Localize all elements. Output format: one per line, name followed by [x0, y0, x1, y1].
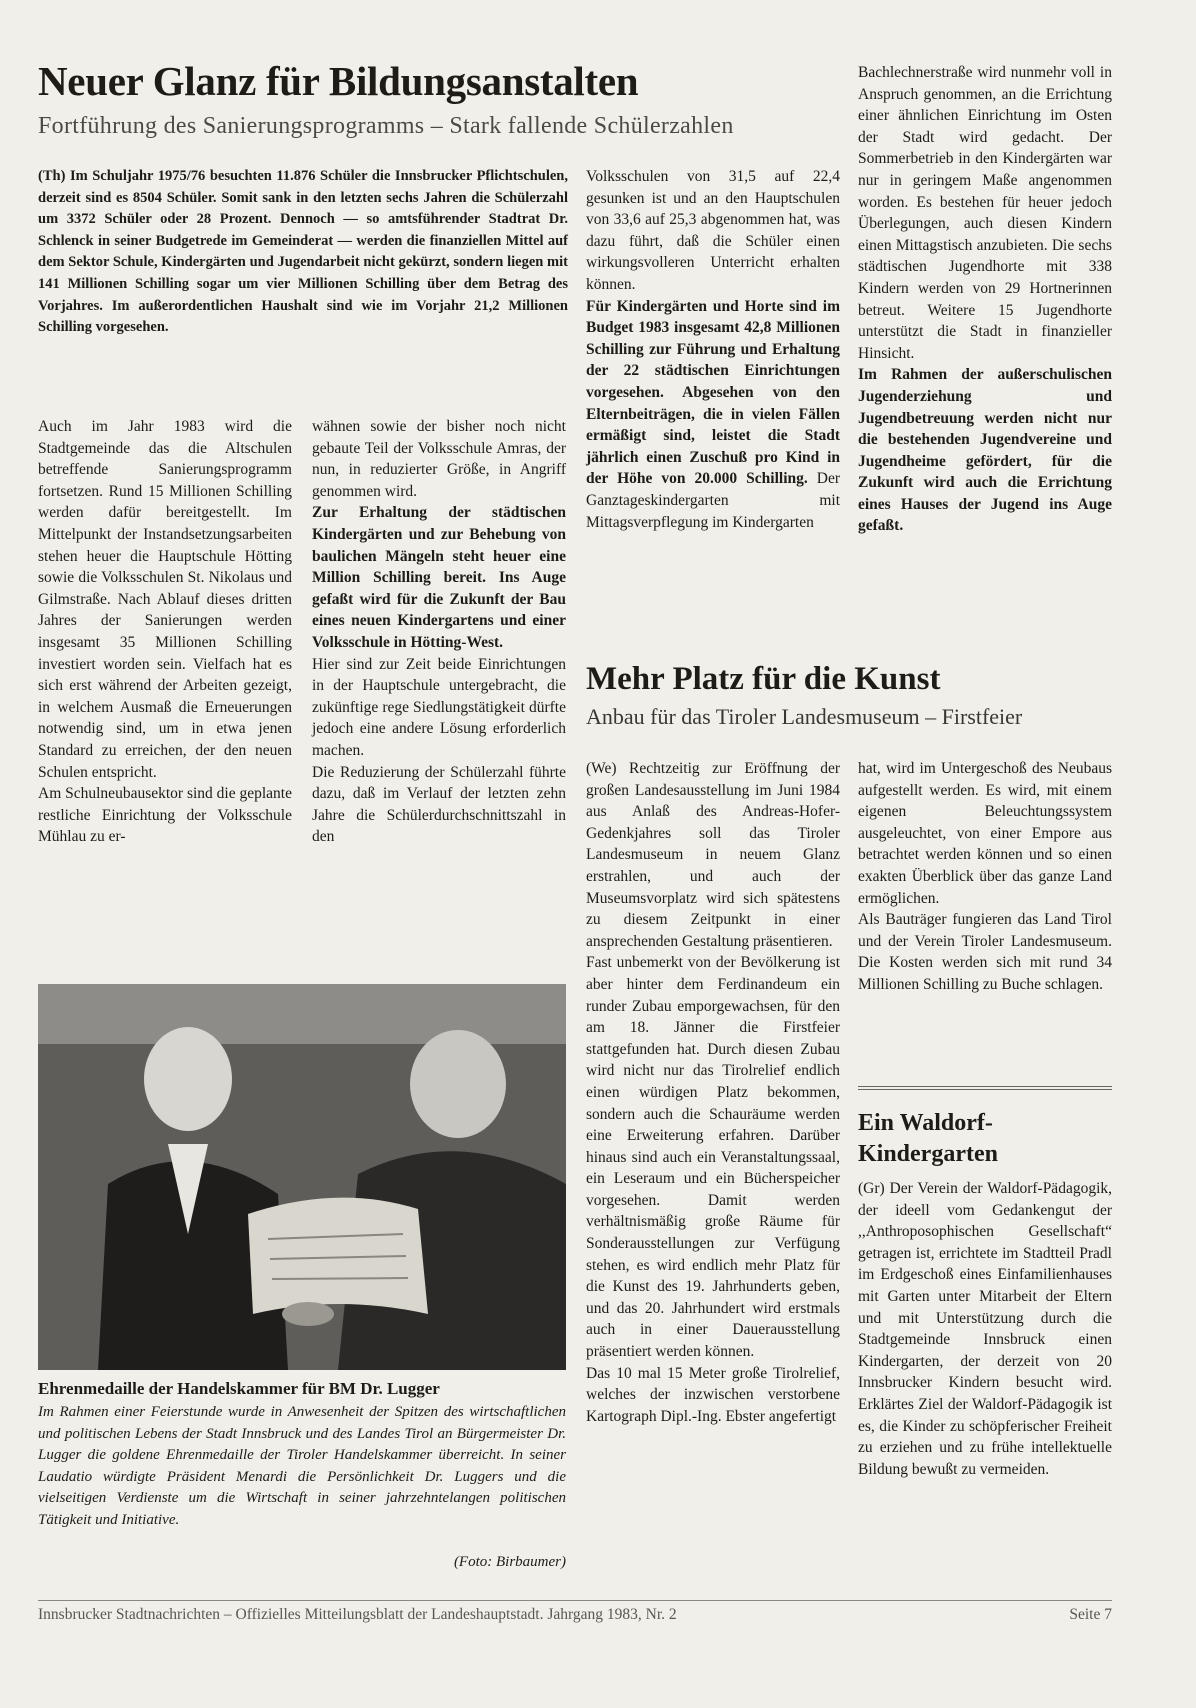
article-intro: (Th) Im Schuljahr 1975/76 besuchten 11.876 Schüler die Innsbrucker Pflichtschulen, derzeit sind es 8504 Schüler. Somit sank in den letzten sechs Jahren die Schülerzahl um 3372 Schüler oder 28 Prozent. Dennoch — so amtsführender Stadtrat Dr. Schlenck in seiner Budgetrede im Gemeinderat — werden die finanziellen Mittel auf dem Sektor Schule, Kindergärten und Jugendarbeit nicht gekürzt, sondern liegen mit 141 Millionen Schilling sogar um vier Millionen Schilling über dem Betrag des Vorjahres. Im außerordentlichen Haushalt sind wie im Vorjahr 21,2 Millionen Schilling vorgesehen. — [38, 168, 568, 336]
paragraph — [586, 296, 840, 534]
paragraph: hat, wird im Untergeschoß des Neubaus aufgestellt werden. Es wird, mit einem eigenen Beleuchtungssystem ausgeleuchtet, von einer Empore aus betrachtet werden können und so einen exakten Überblick über das ganze Land ermöglichen. — [858, 760, 1112, 907]
paragraph: Die Reduzierung der Schülerzahl führte dazu, daß im Verlauf der letzten zehn Jahre die Schülerdurchschnittszahl in den — [312, 763, 566, 846]
paragraph: Im Rahmen der außerschulischen Jugenderziehung und Jugendbetreuung werden nicht nur die bestehenden Jugendvereine und Jugendheime gefördert, für die Zukunft wird auch die Errichtung eines Hauses der Jugend ins Auge gefaßt. — [858, 366, 1112, 535]
article-subtitle-2: Anbau für das Tiroler Landesmuseum – Firstfeier — [586, 704, 1023, 729]
article-column-2 — [312, 416, 566, 848]
footer-publication: Innsbrucker Stadtnachrichten – Offizielles Mitteilungsblatt der Landeshauptstadt. Jahrgang 1983, Nr. 2 — [38, 1606, 677, 1623]
article-subtitle: Fortführung des Sanierungsprogramms – Stark fallende Schülerzahlen — [38, 113, 734, 139]
article-column-3 — [586, 166, 840, 533]
photo-credit: (Foto: Birbaumer) — [453, 1554, 566, 1570]
paragraph: Auch im Jahr 1983 wird die Stadtgemeinde das die Altschulen betreffende Sanierungsprogramm fortsetzen. Rund 15 Millionen Schilling werden dafür bereitgestellt. Im Mittelpunkt der Instandsetzungsarbeiten stehen heuer die Hauptschule Hötting sowie die Volksschulen St. Nikolaus und Gilmstraße. Nach Ablauf dieses dritten Jahres der Sanierungen werden insgesamt 35 Millionen Schilling investiert worden sein. Vielfach hat es sich erst während der Arbeiten gezeigt, in welchem Ausmaß die Erneuerungen notwendig sind, um in etwa jenen Standard zu erreichen, der den neuen Schulen entspricht. — [38, 418, 292, 781]
article2-column-1 — [586, 758, 840, 1427]
paragraph: wähnen sowie der bisher noch nicht gebaute Teil der Volksschule Amras, der nun, in reduzierter Größe, in Angriff genommen wird. — [312, 418, 566, 500]
paragraph: Das 10 mal 15 Meter große Tirolrelief, welches der inzwischen verstorbene Kartograph Dipl.-Ing. Ebster angefertigt — [586, 1364, 840, 1425]
photo-caption-body: Im Rahmen einer Feierstunde wurde in Anwesenheit der Spitzen des wirtschaftlichen und politischen Lebens der Stadt Innsbruck und des Landes Tirol an Bürgermeister Dr. Lugger die goldene Ehrenmedaille der Tiroler Handelskammer überreicht. In seiner Laudatio würdigte Präsident Menardi die Persönlichkeit Dr. Luggers und die vielseitigen Verdienste um die Wirtschaft in seiner jahrzehntelangen politischen Tätigkeit und Initiative. — [38, 1404, 566, 1528]
photo-medal-ceremony — [38, 984, 566, 1370]
paragraph: Zur Erhaltung der städtischen Kindergärten und zur Behebung von baulichen Mängeln steht heuer eine Million Schilling bereit. Ins Auge gefaßt wird für die Zukunft der Bau eines neuen Kindergartens und einer Volksschule in Hötting-West. — [312, 504, 566, 651]
paragraph-tail: Der Ganztageskindergarten mit Mittagsverpflegung im Kindergarten — [586, 470, 840, 531]
page-number: Seite 7 — [1069, 1606, 1112, 1623]
article3-body: (Gr) Der Verein der Waldorf-Pädagogik, der ideell vom Gedankengut der ,,Anthroposophischen Gesellschaft“ getragen ist, errichtete im Stadtteil Pradl im Erdgeschoß eines Einfamilienhauses mit Garten unter Mitarbeit der Eltern und mit Unterstützung durch die Stadtgemeinde Innsbruck einen Kindergarten, der derzeit von 20 Innsbrucker Kindern besucht wird. Erklärtes Ziel der Waldorf-Pädagogik ist es, die Kinder zu schöpferischer Freiheit zu erziehen und zu frühe intellektuelle Bildung bewußt zu vermeiden. — [858, 1180, 1112, 1478]
paragraph: Fast unbemerkt von der Bevölkerung ist aber hinter dem Ferdinandeum ein runder Zubau emporgewachsen, für den am 18. Jänner die Firstfeier stattgefunden hat. Durch diesen Zubau wird nicht nur das Tirolrelief endlich einen würdigen Platz bekommen, sondern auch die Schauräume werden eine Erweiterung erfahren. Darüber hinaus sind auch ein Veranstaltungssaal, ein Leseraum und ein Bücherspeicher vorgesehen. Damit werden verhältnismäßig große Räume für Sonderausstellungen zur Verfügung stehen, es wird endlich mehr Platz für die Kunst des 19. Jahrhunderts geben, und das 20. Jahrhundert wird erstmals auch in einer Dauerausstellung präsentiert werden können. — [586, 954, 840, 1361]
article-title-2: Mehr Platz für die Kunst — [586, 661, 941, 697]
paragraph-bold: Für Kindergärten und Horte sind im Budget 1983 insgesamt 42,8 Millionen Schilling zur Führung und Erhaltung der 22 städtischen Einrichtungen vorgesehen. Abgesehen von den Elternbeiträgen, die in vielen Fällen ermäßigt sind, leistet die Stadt jährlich einen Zuschuß pro Kind in der Höhe von 20.000 Schilling. — [586, 297, 840, 488]
photo-caption-title: Ehrenmedaille der Handelskammer für BM Dr. Lugger — [38, 1379, 440, 1398]
footer-rule — [38, 1600, 1112, 1601]
section-divider — [858, 1086, 1112, 1090]
article-title: Neuer Glanz für Bildungsanstalten — [38, 58, 639, 104]
article2-column-2 — [858, 758, 1112, 996]
paragraph: Als Bauträger fungieren das Land Tirol und der Verein Tiroler Landesmuseum. Die Kosten werden sich mit rund 34 Millionen Schilling zu Buche schlagen. — [858, 911, 1112, 993]
paragraph: Am Schulneubausektor sind die geplante restliche Einrichtung der Volksschule Mühlau zu er- — [38, 785, 292, 846]
photo-illustration — [38, 984, 566, 1370]
paragraph: (We) Rechtzeitig zur Eröffnung der großen Landesausstellung im Juni 1984 aus Anlaß des Andreas-Hofer-Gedenkjahres soll das Tiroler Landesmuseum in neuem Glanz erstrahlen, und auch der Museumsvorplatz wird sich spätestens zu diesem Zeitpunkt in einer ansprechenden Gestaltung präsentieren. — [586, 760, 840, 950]
paragraph: Bachlechnerstraße wird nunmehr voll in Anspruch genommen, an die Errichtung einer ähnlichen Einrichtung im Osten der Stadt wird gedacht. Der Sommerbetrieb in den Kindergärten war nur in geringem Maße angenommen worden. Es bestehen für heuer jedoch Überlegungen, auch diesen Kindern einen Mittagstisch anzubieten. Die sechs städtischen Jugendhorte mit 338 Kindern werden von 29 Hortnerinnen betreut. Weitere 15 Jugendhorte unterstützt die Stadt in finanzieller Hinsicht. — [858, 64, 1112, 362]
article-title-3: Ein Waldorf-Kindergarten — [858, 1110, 998, 1167]
article-column-4 — [858, 62, 1112, 537]
paragraph: Volksschulen von 31,5 auf 22,4 gesunken ist und an den Hauptschulen von 33,6 auf 25,3 abgenommen hat, was dazu führt, daß die Schüler einen wirkungsvolleren Unterricht erhalten können. — [586, 168, 840, 293]
article-column-1 — [38, 416, 292, 848]
paragraph: Hier sind zur Zeit beide Einrichtungen in der Hauptschule untergebracht, die zukünftige rege Siedlungstätigkeit dürfte jedoch eine andere Lösung erforderlich machen. — [312, 655, 566, 759]
